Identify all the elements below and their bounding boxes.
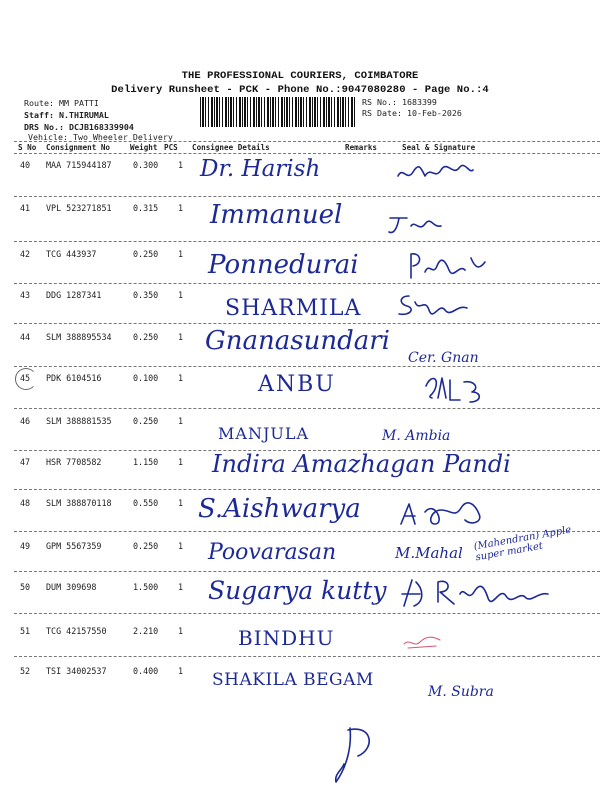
row-consignment: TCG 42157550 bbox=[46, 626, 107, 636]
row-divider bbox=[14, 323, 600, 324]
row-weight: 0.250 bbox=[133, 249, 159, 259]
runsheet-title: Delivery Runsheet - PCK - Phone No.:9047080280 - Page No.:4 bbox=[111, 84, 489, 96]
row-consignment: MAA 715944187 bbox=[46, 160, 112, 170]
row-consignment: HSR 7708582 bbox=[46, 457, 102, 467]
row-divider bbox=[14, 656, 600, 657]
row-divider bbox=[14, 613, 600, 614]
column-header-consignment: Consignment No bbox=[46, 143, 111, 152]
consignee-handwriting: Indira Amazhagan Pandi bbox=[212, 450, 511, 478]
row-weight: 0.100 bbox=[133, 373, 159, 383]
route-label: Route: MM PATTI bbox=[24, 98, 99, 108]
row-pcs: 1 bbox=[178, 160, 184, 170]
column-header-seal: Seal & Signature bbox=[402, 143, 476, 152]
row-consignment: SLM 388895534 bbox=[46, 332, 112, 342]
signature-text: M. Subra bbox=[428, 684, 494, 700]
row-sno: 42 bbox=[20, 249, 31, 259]
consignee-handwriting: Gnanasundari bbox=[205, 326, 390, 356]
row-consignment: TSI 34002537 bbox=[46, 666, 107, 676]
row-consignment: VPL 523271851 bbox=[46, 203, 112, 213]
row-sno: 51 bbox=[20, 626, 31, 636]
row-consignment: SLM 388870118 bbox=[46, 498, 112, 508]
row-divider bbox=[14, 366, 600, 367]
row-consignment: GPM 5567359 bbox=[46, 541, 102, 551]
signature-text: M. Ambia bbox=[382, 428, 451, 444]
row-pcs: 1 bbox=[178, 249, 184, 259]
row-consignment: SLM 388881535 bbox=[46, 416, 112, 426]
signature-scribble bbox=[395, 158, 475, 188]
handwritten-note: (Mahendran) Apple super market bbox=[472, 524, 573, 564]
row-pcs: 1 bbox=[178, 290, 184, 300]
row-divider bbox=[14, 241, 600, 242]
row-weight: 0.300 bbox=[133, 160, 159, 170]
bottom-signature bbox=[328, 718, 388, 788]
row-sno: 52 bbox=[20, 666, 31, 676]
row-sno: 48 bbox=[20, 498, 31, 508]
row-consignment: DDG 1287341 bbox=[46, 290, 102, 300]
row-pcs: 1 bbox=[178, 416, 184, 426]
row-sno: 46 bbox=[20, 416, 31, 426]
row-weight: 0.250 bbox=[133, 416, 159, 426]
consignee-handwriting: S.Aishwarya bbox=[198, 494, 361, 524]
row-weight: 0.315 bbox=[133, 203, 159, 213]
signature-scribble bbox=[395, 496, 495, 532]
row-sno: 45 bbox=[20, 373, 31, 383]
row-pcs: 1 bbox=[178, 457, 184, 467]
barcode bbox=[200, 97, 355, 127]
header-rule-top bbox=[14, 141, 600, 142]
consignee-handwriting: Sugarya kutty bbox=[208, 576, 387, 605]
row-sno: 50 bbox=[20, 582, 31, 592]
row-weight: 1.500 bbox=[133, 582, 159, 592]
consignee-handwriting: BINDHU bbox=[238, 626, 335, 650]
row-sno: 47 bbox=[20, 457, 31, 467]
signature-text: Cer. Gnan bbox=[408, 350, 479, 366]
consignee-handwriting: Poovarasan bbox=[208, 540, 337, 565]
row-sno: 40 bbox=[20, 160, 31, 170]
row-pcs: 1 bbox=[178, 498, 184, 508]
row-pcs: 1 bbox=[178, 541, 184, 551]
staff-label: Staff: N.THIRUMAL bbox=[24, 110, 109, 120]
column-header-remarks: Remarks bbox=[345, 143, 378, 152]
company-title: THE PROFESSIONAL COURIERS, COIMBATORE bbox=[181, 70, 419, 82]
row-weight: 1.150 bbox=[133, 457, 159, 467]
signature-text: M.Mahal bbox=[395, 544, 463, 562]
row-pcs: 1 bbox=[178, 203, 184, 213]
signature-scribble bbox=[395, 290, 470, 320]
signature-scribble bbox=[385, 210, 445, 240]
consignee-handwriting: MANJULA bbox=[218, 424, 310, 443]
consignee-handwriting: SHARMILA bbox=[225, 296, 362, 321]
column-header-pcs: PCS bbox=[164, 143, 178, 152]
row-pcs: 1 bbox=[178, 582, 184, 592]
row-sno: 44 bbox=[20, 332, 31, 342]
row-sno: 41 bbox=[20, 203, 31, 213]
row-sno: 49 bbox=[20, 541, 31, 551]
drs-number: DRS No.: DCJB168339904 bbox=[24, 122, 134, 132]
row-pcs: 1 bbox=[178, 373, 184, 383]
consignee-handwriting: Immanuel bbox=[210, 200, 343, 230]
row-divider bbox=[14, 283, 600, 284]
row-weight: 0.350 bbox=[133, 290, 159, 300]
row-consignment: TCG 443937 bbox=[46, 249, 97, 259]
row-divider bbox=[14, 196, 600, 197]
row-weight: 2.210 bbox=[133, 626, 159, 636]
row-divider bbox=[14, 531, 600, 532]
row-sno: 43 bbox=[20, 290, 31, 300]
row-pcs: 1 bbox=[178, 626, 184, 636]
column-header-sno: S No bbox=[18, 143, 37, 152]
row-consignment: DUM 309698 bbox=[46, 582, 97, 592]
consignee-handwriting: Ponnedurai bbox=[208, 250, 359, 280]
consignee-handwriting: SHAKILA BEGAM bbox=[212, 670, 374, 690]
row-divider bbox=[14, 489, 600, 490]
row-weight: 0.250 bbox=[133, 541, 159, 551]
signature-scribble bbox=[405, 248, 495, 284]
rs-number: RS No.: 1683399 bbox=[362, 97, 437, 107]
rs-date: RS Date: 10-Feb-2026 bbox=[362, 108, 462, 118]
red-ink-mark bbox=[400, 628, 450, 652]
row-weight: 0.400 bbox=[133, 666, 159, 676]
row-divider bbox=[14, 408, 600, 409]
header-rule-bottom bbox=[14, 153, 600, 154]
row-consignment: PDK 6104516 bbox=[46, 373, 102, 383]
signature-scribble bbox=[398, 572, 558, 612]
consignee-handwriting: ANBU bbox=[258, 372, 336, 397]
column-header-weight: Weight bbox=[130, 143, 158, 152]
vehicle-label: Vehicle: Two Wheeler Delivery bbox=[28, 132, 173, 142]
seal-signature bbox=[420, 372, 500, 404]
column-header-consignee: Consignee Details bbox=[192, 143, 270, 152]
row-weight: 0.550 bbox=[133, 498, 159, 508]
row-weight: 0.250 bbox=[133, 332, 159, 342]
consignee-handwriting: Dr. Harish bbox=[200, 156, 321, 182]
row-pcs: 1 bbox=[178, 666, 184, 676]
row-pcs: 1 bbox=[178, 332, 184, 342]
